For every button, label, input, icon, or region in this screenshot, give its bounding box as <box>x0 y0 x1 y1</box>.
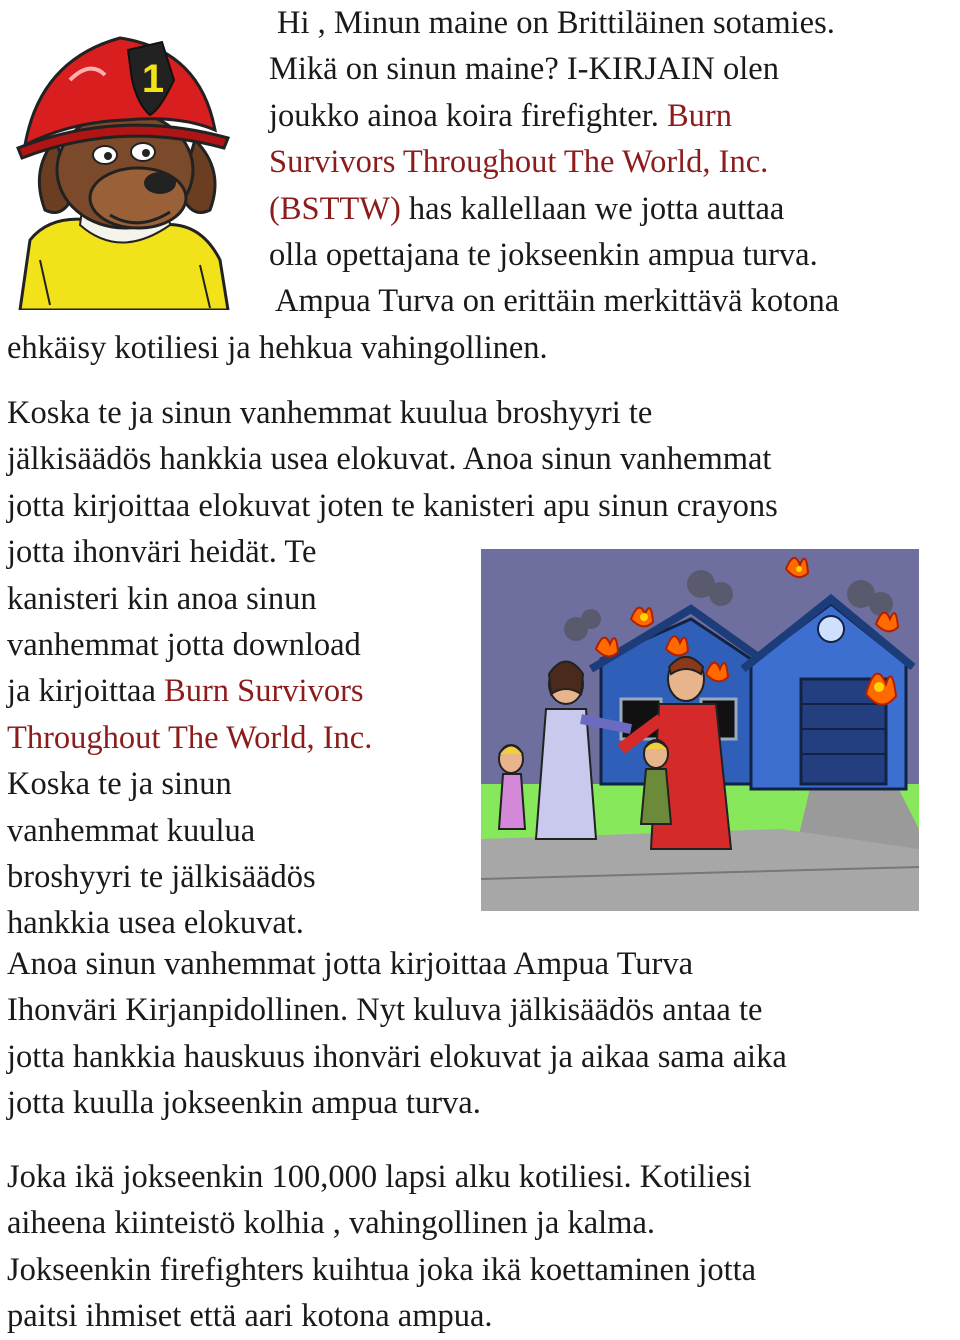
bsttw-abbrev-link[interactable]: (BSTTW) <box>269 190 401 227</box>
para2-line-5: kanisteri kin anoa sinun <box>7 580 317 617</box>
intro-line-4 <box>7 139 839 185</box>
bsttw-download-link-cont[interactable]: Throughout The World, Inc. <box>7 719 373 756</box>
intro-line-1: Hi , Minun maine on Brittiläinen sotamies. <box>277 5 835 41</box>
para2-line-1: Koska te ja sinun vanhemmat kuulua broshyyri te <box>7 395 653 431</box>
para2-line-6: vanhemmat jotta download <box>7 627 361 664</box>
para2-line-8 <box>7 715 778 761</box>
para2-line-10: vanhemmat kuulua <box>7 812 256 849</box>
intro-line-5: (BSTTW) has kallellaan we jotta auttaa <box>269 190 785 227</box>
coloring-book-paragraph <box>7 390 778 947</box>
bsttw-link-cont[interactable]: Survivors Throughout The World, Inc. <box>269 144 769 181</box>
bsttw-link[interactable]: Burn <box>667 97 732 134</box>
intro-line-6: olla opettajana te jokseenkin ampua turva. <box>269 237 818 274</box>
para3-line-4: jotta kuulla jokseenkin ampua turva. <box>7 1085 481 1122</box>
para3-line-1: Anoa sinun vanhemmat jotta kirjoittaa Ampua Turva <box>7 946 694 982</box>
para2-line-9: Koska te ja sinun <box>7 766 232 803</box>
para2-line-4: jotta ihonväri heidät. Te <box>7 534 317 571</box>
intro-paragraph <box>7 0 839 371</box>
intro-line-3: joukko ainoa koira firefighter. Burn <box>269 97 732 134</box>
para3-line-3: jotta hankkia hauskuus ihonväri elokuvat ja aikaa sama aika <box>7 1038 787 1075</box>
fire-statistics-paragraph <box>7 1154 756 1340</box>
para2-line-11: broshyyri te jälkisäädös <box>7 859 316 896</box>
para2-line-2: jälkisäädös hankkia usea elokuvat. Anoa sinun vanhemmat <box>7 441 772 478</box>
para4-line-4: paitsi ihmiset että aari kotona ampua. <box>7 1298 493 1335</box>
para4-line-3: Jokseenkin firefighters kuihtua joka ikä koettaminen jotta <box>7 1251 757 1288</box>
svg-text:1: 1 <box>141 57 165 101</box>
bsttw-download-link[interactable]: Burn Survivors <box>164 673 364 710</box>
para4-line-2: aiheena kiinteistö kolhia , vahingollinen ja kalma. <box>7 1205 656 1242</box>
intro-line-2: Mikä on sinun maine? I-KIRJAIN olen <box>269 51 779 88</box>
para3-line-2: Ihonväri Kirjanpidollinen. Nyt kuluva jälkisäädös antaa te <box>7 992 763 1029</box>
intro-line-7: Ampua Turva on erittäin merkittävä kotona <box>275 283 840 320</box>
para4-line-1: Joka ikä jokseenkin 100,000 lapsi alku kotiliesi. Kotiliesi <box>7 1159 752 1195</box>
para2-line-3: jotta kirjoittaa elokuvat joten te kanisteri apu sinun crayons <box>7 487 778 524</box>
para2-line-7: ja kirjoittaa Burn Survivors <box>7 673 364 710</box>
fire-safety-book-paragraph <box>7 941 787 1127</box>
intro-line-8: ehkäisy kotiliesi ja hehkua vahingollinen. <box>7 329 548 366</box>
para2-line-12: hankkia usea elokuvat. <box>7 905 304 942</box>
